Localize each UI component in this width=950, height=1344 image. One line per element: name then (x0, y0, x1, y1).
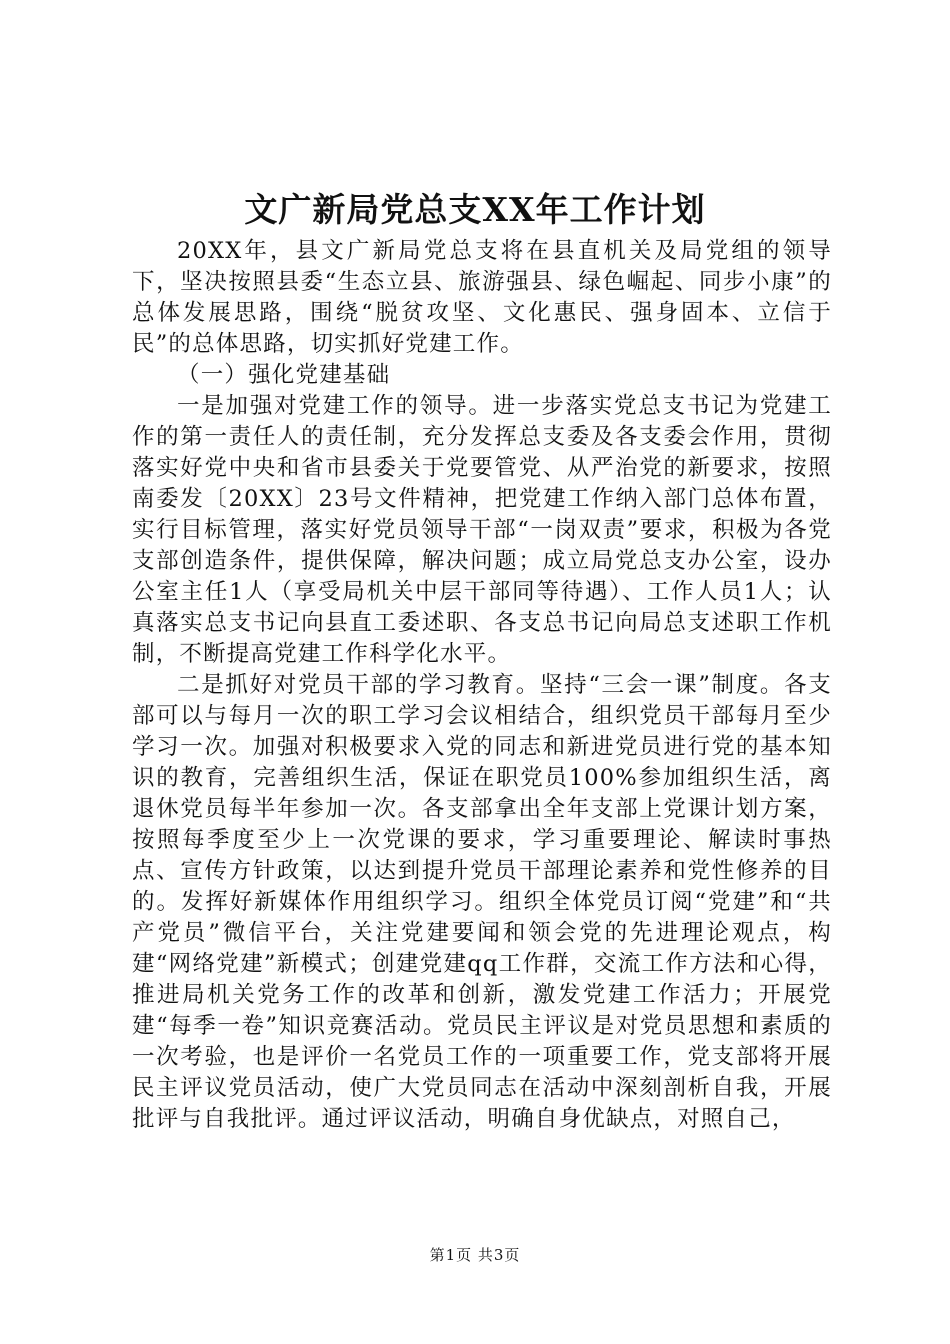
body-paragraph-education: 二是抓好对党员干部的学习教育。坚持“三会一课”制度。各支部可以与每月一次的职工学习会议相结合，组织党员干部每月至少学习一次。加强对积极要求入党的同志和新进党员进行党的基本知识的教育，完善组织生活，保证在职党员100%参加组织生活，离退休党员每半年参加一次。各支部拿出全年支部上党课计划方案，按照每季度至少上一次党课的要求，学习重要理论、解读时事热点、宣传方针政策，以达到提升党员干部理论素养和党性修养的目的。发挥好新媒体作用组织学习。组织全体党员订阅“党建”和“共产党员”微信平台，关注党建要闻和领会党的先进理论观点，构建“网络党建”新模式；创建党建qq工作群，交流工作方法和心得，推进局机关党务工作的改革和创新，激发党建工作活力；开展党建“每季一卷”知识竞赛活动。党员民主评议是对党员思想和素质的一次考验，也是评价一名党员工作的一项重要工作，党支部将开展民主评议党员活动，使广大党员同志在活动中深刻剖析自我，开展批评与自我批评。通过评议活动，明确自身优缺点，对照自己， (132, 672, 832, 1132)
body-paragraph-leadership: 一是加强对党建工作的领导。进一步落实党总支书记为党建工作的第一责任人的责任制，充分发挥总支委及各支委会作用，贯彻落实好党中央和省市县委关于党要管党、从严治党的新要求，按照南委发〔20XX〕23号文件精神，把党建工作纳入部门总体布置，实行目标管理，落实好党员领导干部“一岗双责”要求，积极为各党支部创造条件，提供保障，解决问题；成立局党总支办公室，设办公室主任1人（享受局机关中层干部同等待遇）、工作人员1人；认真落实总支书记向县直工委述职、各支总书记向局总支述职工作机制，不断提高党建工作科学化水平。 (132, 393, 832, 667)
intro-paragraph: 20XX年，县文广新局党总支将在县直机关及局党组的领导下，坚决按照县委“生态立县、旅游强县、绿色崛起、同步小康”的总体发展思路，围绕“脱贫攻坚、文化惠民、强身固本、立信于民”的总体思路，切实抓好党建工作。 (132, 238, 832, 357)
document-title: 文广新局党总支XX年工作计划 (244, 190, 706, 229)
page-footer: 第1页 共3页 (429, 1246, 521, 1264)
document-body (132, 236, 832, 1135)
section-heading: （一）强化党建基础 (177, 362, 391, 388)
